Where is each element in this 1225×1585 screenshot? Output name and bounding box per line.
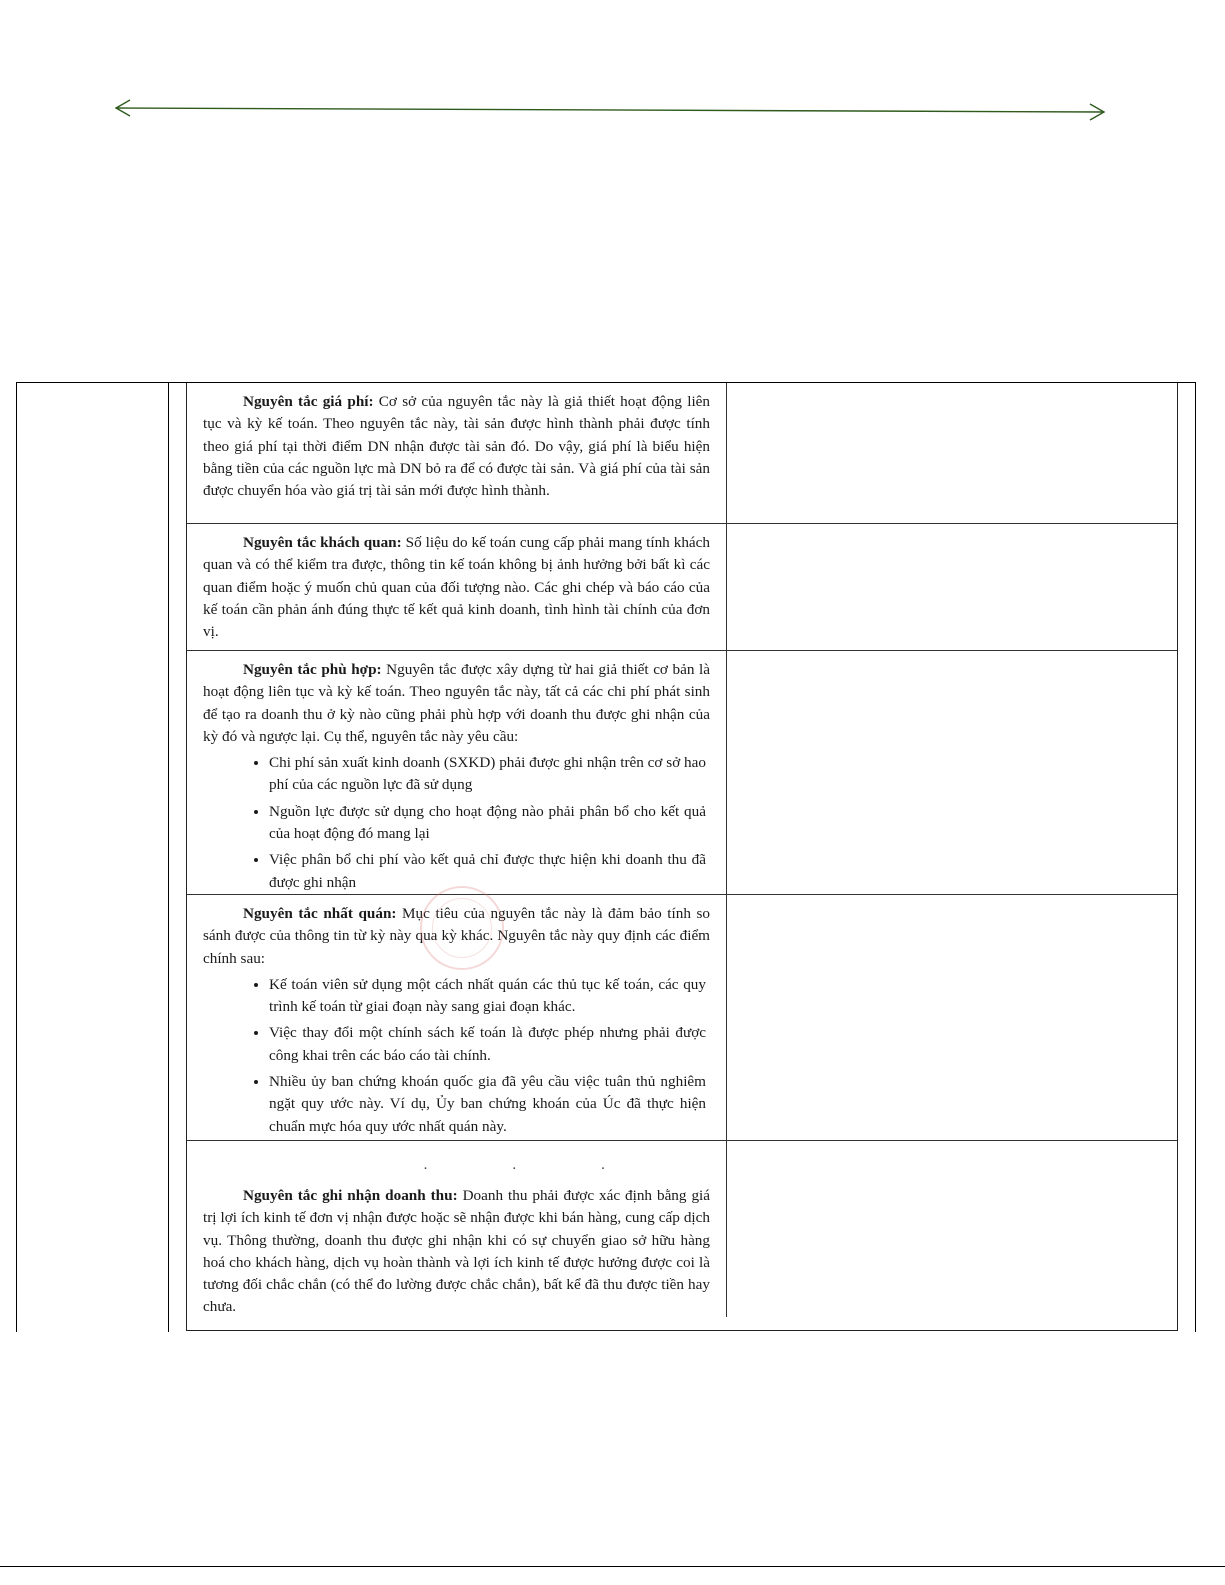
- empty-cell: [727, 651, 1177, 894]
- principle-paragraph: [203, 659, 710, 748]
- principle-body: Cơ sở của nguyên tắc này là giả thiết hoạt động liên tục và kỳ kế toán. Theo nguyên tắc này, tài sản được hình thành phải được tính theo giá phí tại thời điểm DN nhận được tài sản đó. Do vậy, giá phí là biểu hiện bằng tiền của các nguồn lực mà DN bỏ ra để có được tài sản. Và giá phí của tài sản được chuyển hóa vào giá trị tài sản mới được hình thành.: [203, 393, 710, 500]
- table-row: [187, 895, 1177, 1141]
- principle-title: Nguyên tắc phù hợp:: [243, 661, 382, 678]
- empty-cell: [727, 895, 1177, 1140]
- list-item: • Nhiều ủy ban chứng khoán quốc gia đã yêu cầu việc tuân thủ nghiêm ngặt quy ước này. Ví dụ, Ủy ban chứng khoán của Úc đã thực hiện chuẩn mực hóa quy ước nhất quán này.: [269, 1071, 710, 1138]
- table-right-border: [1195, 382, 1196, 1332]
- table-row: [187, 651, 1177, 895]
- table-left-border: [16, 382, 17, 1332]
- table-column-divider: [168, 382, 169, 1332]
- list-item: • Kế toán viên sử dụng một cách nhất quán các thủ tục kế toán, các quy trình kế toán từ giai đoạn này sang giai đoạn khác.: [269, 974, 710, 1019]
- empty-cell: [727, 383, 1177, 523]
- principle-body: Mục tiêu của nguyên tắc này là đảm bảo tính so sánh được của thông tin từ kỳ này qua kỳ khác. Nguyên tắc này quy định các điểm chính sau:: [203, 905, 710, 967]
- principles-table: [186, 383, 1178, 1331]
- principle-body: Số liệu do kế toán cung cấp phải mang tính khách quan và có thể kiểm tra được, thông tin kế toán không bị ảnh hưởng bởi bất kì các quan điểm hoặc ý muốn chủ quan của đối tượng nào. Các ghi chép và báo cáo của kế toán cần phản ánh đúng thực tế kết quả kinh doanh, tình hình tài chính của đơn vị.: [203, 534, 710, 641]
- scan-artifact-dots: · · ·: [423, 1161, 646, 1177]
- principle-paragraph: [203, 391, 710, 502]
- principle-title: Nguyên tắc giá phí:: [243, 393, 374, 410]
- list-item: • Chi phí sản xuất kinh doanh (SXKD) phải được ghi nhận trên cơ sở hao phí của các nguồn lực đã sử dụng: [269, 752, 710, 797]
- list-item: • Nguồn lực được sử dụng cho hoạt động nào phải phân bổ cho kết quả của hoạt động đó mang lại: [269, 801, 710, 846]
- list-item: • Việc phân bổ chi phí vào kết quả chỉ được thực hiện khi doanh thu đã được ghi nhận: [269, 849, 710, 894]
- principle-title: Nguyên tắc ghi nhận doanh thu:: [243, 1187, 458, 1204]
- principle-paragraph: [203, 532, 710, 643]
- page-bottom-rule: [0, 1566, 1225, 1567]
- empty-cell: [727, 1141, 1177, 1317]
- principle-bullet-list: [203, 974, 710, 1138]
- principle-cell: [187, 383, 727, 523]
- principle-paragraph: [203, 1185, 710, 1319]
- principle-bullet-list: [203, 752, 710, 894]
- seal-watermark: [420, 886, 504, 970]
- list-item: • Việc thay đổi một chính sách kế toán là được phép nhưng phải được công khai trên các báo cáo tài chính.: [269, 1022, 710, 1067]
- principle-body: Doanh thu phải được xác định bằng giá trị lợi ích kinh tế đơn vị nhận được hoặc sẽ nhận được khi bán hàng, cung cấp dịch vụ. Thông thường, doanh thu được ghi nhận khi có sự chuyển giao sở hữu hàng hoá cho khách hàng, dịch vụ hoàn thành và lợi ích kinh tế được hưởng được coi là tương đối chắc chắn (có thể đo lường được chắc chắn), bất kể đã thu được tiền hay chưa.: [203, 1187, 710, 1316]
- principle-cell: [187, 1141, 727, 1317]
- table-row: [187, 383, 1177, 524]
- principle-title: Nguyên tắc khách quan:: [243, 534, 402, 551]
- table-row: [187, 1141, 1177, 1317]
- seal-inner-ring: [432, 898, 492, 958]
- principle-body: Nguyên tắc được xây dựng từ hai giả thiết cơ bản là hoạt động liên tục và kỳ kế toán. Theo nguyên tắc này, tất cả các chi phí phát sinh để tạo ra doanh thu ở kỳ nào cũng phải phù hợp với doanh thu được ghi nhận của kỳ đó và ngược lại. Cụ thể, nguyên tắc này yêu cầu:: [203, 661, 710, 745]
- table-row: [187, 524, 1177, 651]
- principle-cell: [187, 651, 727, 894]
- principle-title: Nguyên tắc nhất quán:: [243, 905, 397, 922]
- principle-cell: [187, 524, 727, 650]
- double-arrow-divider: [110, 96, 1110, 124]
- empty-cell: [727, 524, 1177, 650]
